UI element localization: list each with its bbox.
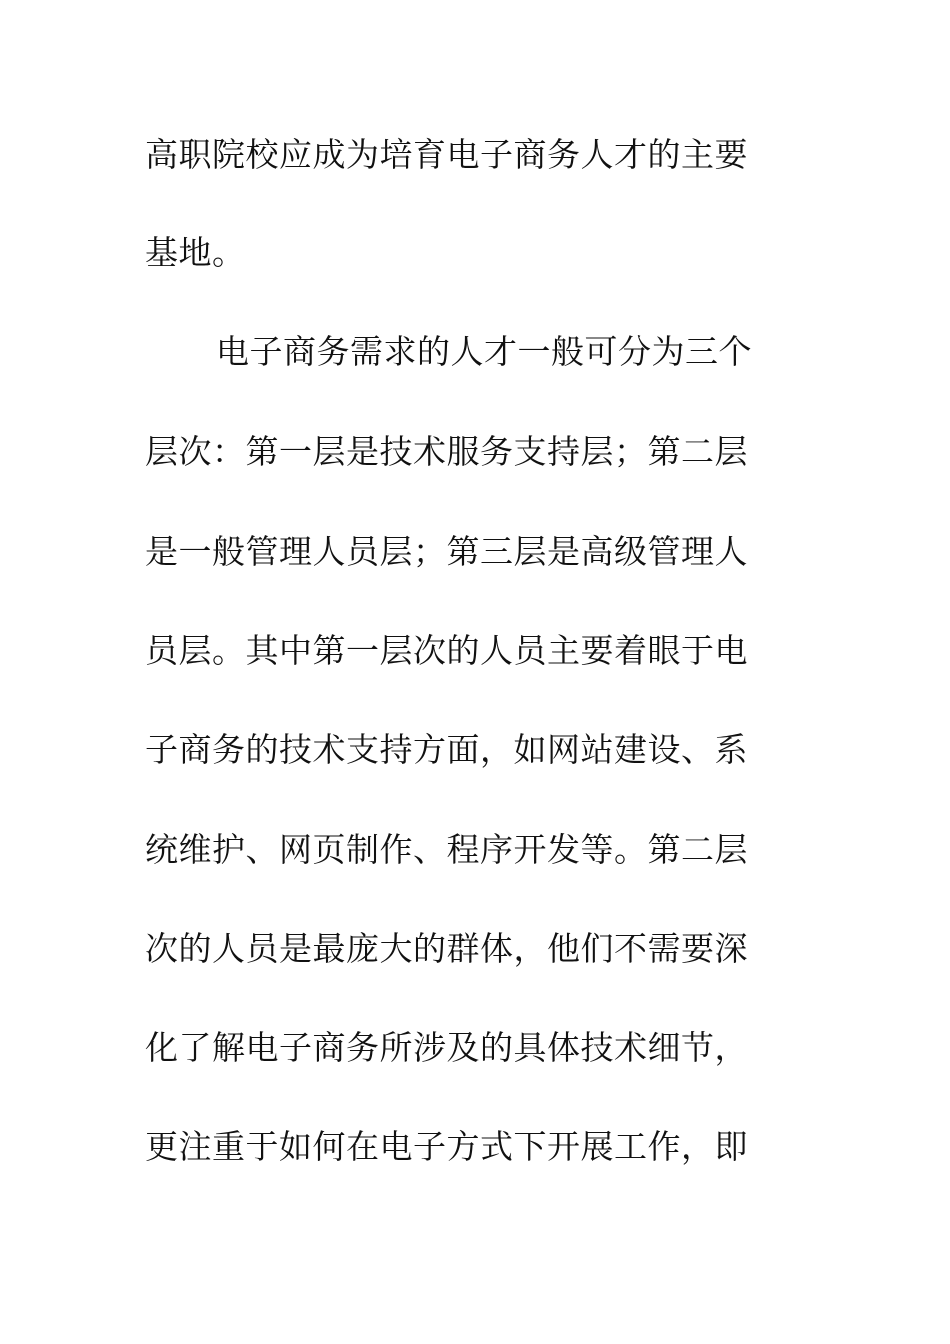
text-line: 员层。其中第一层次的人员主要着眼于电 xyxy=(145,631,748,670)
text-line: 层次：第一层是技术服务支持层；第二层 xyxy=(145,432,748,471)
text-line: 高职院校应成为培育电子商务人才的主要 xyxy=(145,135,748,174)
text-line: 次的人员是最庞大的群体，他们不需要深 xyxy=(145,929,748,968)
text-line: 子商务的技术支持方面，如网站建设、系 xyxy=(145,730,748,769)
text-line: 基地。 xyxy=(145,233,246,272)
text-line: 更注重于如何在电子方式下开展工作，即 xyxy=(145,1127,748,1166)
paragraph-first-line: 电子商务需求的人才一般可分为三个 xyxy=(216,332,752,371)
text-line: 统维护、网页制作、程序开发等。第二层 xyxy=(145,830,748,869)
text-line: 是一般管理人员层；第三层是高级管理人 xyxy=(145,532,748,571)
text-line: 化了解电子商务所涉及的具体技术细节， xyxy=(145,1028,748,1067)
